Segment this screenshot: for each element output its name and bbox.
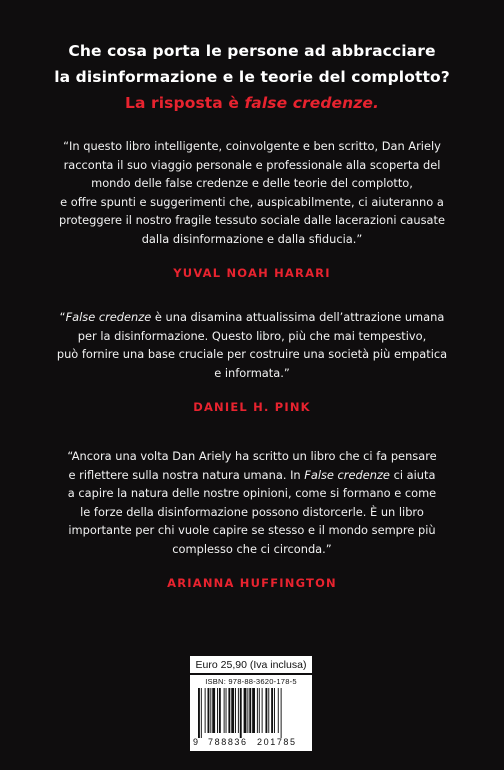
quote-pink xyxy=(30,308,474,382)
barcode-bar xyxy=(208,688,210,733)
headline-line-1: Che cosa porta le persone ad abbracciare xyxy=(68,42,436,60)
book-title: False credenze xyxy=(65,310,152,324)
barcode-bar xyxy=(244,688,247,733)
barcode-bar xyxy=(252,688,255,733)
author-pink: DANIEL H. PINK xyxy=(193,400,311,414)
barcode-bar xyxy=(235,688,236,733)
quote-line: importante per chi vuole capire se stesso e il mondo sempre più xyxy=(68,523,436,538)
barcode-bar xyxy=(274,688,275,733)
quote-line-post: ci aiuta xyxy=(389,467,436,482)
barcode-bar xyxy=(219,688,221,733)
quote-line-rest: è una disamina attualissima dell’attrazione umana xyxy=(151,310,445,324)
quote-line-pre: e riflettere sulla nostra natura umana. In xyxy=(68,467,305,482)
quote-line: mondo delle false credenze e delle teorie del complotto, xyxy=(91,176,413,191)
barcode-bar xyxy=(205,688,206,733)
barcode-bar xyxy=(262,688,263,733)
barcode-bar xyxy=(238,688,239,733)
quote-line: racconta il suo viaggio personale e professionale alla scoperta del xyxy=(63,157,441,172)
barcode-bar xyxy=(210,688,211,733)
barcode-bar xyxy=(259,688,260,733)
answer-title: false credenze. xyxy=(244,94,380,112)
barcode-left-group: 788836 xyxy=(208,737,248,747)
book-title: False credenze xyxy=(304,467,390,482)
isbn-label: ISBN: 978-88-3620-178-5 xyxy=(205,677,297,686)
quote-line: “Ancora una volta Dan Ariely ha scritto un libro che ci fa pensare xyxy=(67,449,437,463)
quote-line: e offre spunti e suggerimenti che, auspicabilmente, ci aiuteranno a xyxy=(60,194,444,209)
barcode-bar xyxy=(257,688,258,733)
barcode-bar xyxy=(201,688,202,738)
headline xyxy=(0,38,504,116)
barcode-bar xyxy=(198,688,200,738)
barcode-bar xyxy=(212,688,215,733)
barcode-bar xyxy=(281,688,282,738)
headline-answer xyxy=(0,90,504,116)
barcode-bar xyxy=(268,688,269,733)
quote-harari xyxy=(30,137,474,249)
answer-prefix: La risposta è xyxy=(124,94,245,112)
author-huffington: ARIANNA HUFFINGTON xyxy=(167,576,337,590)
barcode-bar xyxy=(226,688,227,733)
quote-line: “In questo libro intelligente, coinvolgente e ben scritto, Dan Ariely xyxy=(63,139,441,153)
price-label: Euro 25,90 (Iva inclusa) xyxy=(190,656,312,673)
quote-line: per la disinformazione. Questo libro, più che mai tempestivo, xyxy=(77,328,427,343)
headline-line-2: la disinformazione e le teorie del complotto? xyxy=(54,68,450,86)
barcode-first-digit: 9 xyxy=(193,737,199,747)
barcode-right-group: 201785 xyxy=(257,737,297,747)
quote-open-mark: “ xyxy=(59,310,66,324)
quote-line: e informata.” xyxy=(214,365,290,380)
quote-line xyxy=(30,308,474,327)
quote-line: complesso che ci circonda.” xyxy=(172,541,332,556)
barcode-bar xyxy=(271,688,273,733)
barcode-bar xyxy=(247,688,248,733)
author-harari: YUVAL NOAH HARARI xyxy=(173,266,331,280)
barcode-bar xyxy=(231,688,234,733)
quote-line xyxy=(30,466,474,485)
barcode xyxy=(190,675,312,751)
quote-line: può fornire una base cruciale per costruire una società più empatica xyxy=(56,347,448,362)
quote-line: a capire la natura delle nostre opinioni, come si formano e come xyxy=(67,486,437,501)
barcode-bar xyxy=(249,688,251,733)
barcode-bar xyxy=(224,688,225,733)
barcode-bar xyxy=(265,688,267,733)
barcode-bar xyxy=(217,688,218,733)
quote-huffington xyxy=(30,447,474,559)
quote-line: proteggere il nostro fragile tessuto sociale dalle lacerazioni causate xyxy=(59,213,445,228)
quote-line: dalla disinformazione e dalla sfiducia.” xyxy=(141,231,363,246)
barcode-bar xyxy=(278,688,279,733)
quote-line: le forze della disinformazione possono distorcerle. È un libro xyxy=(80,504,424,519)
barcode-bar xyxy=(240,688,242,738)
barcode-bar xyxy=(228,688,230,733)
barcode-bars xyxy=(196,688,306,738)
